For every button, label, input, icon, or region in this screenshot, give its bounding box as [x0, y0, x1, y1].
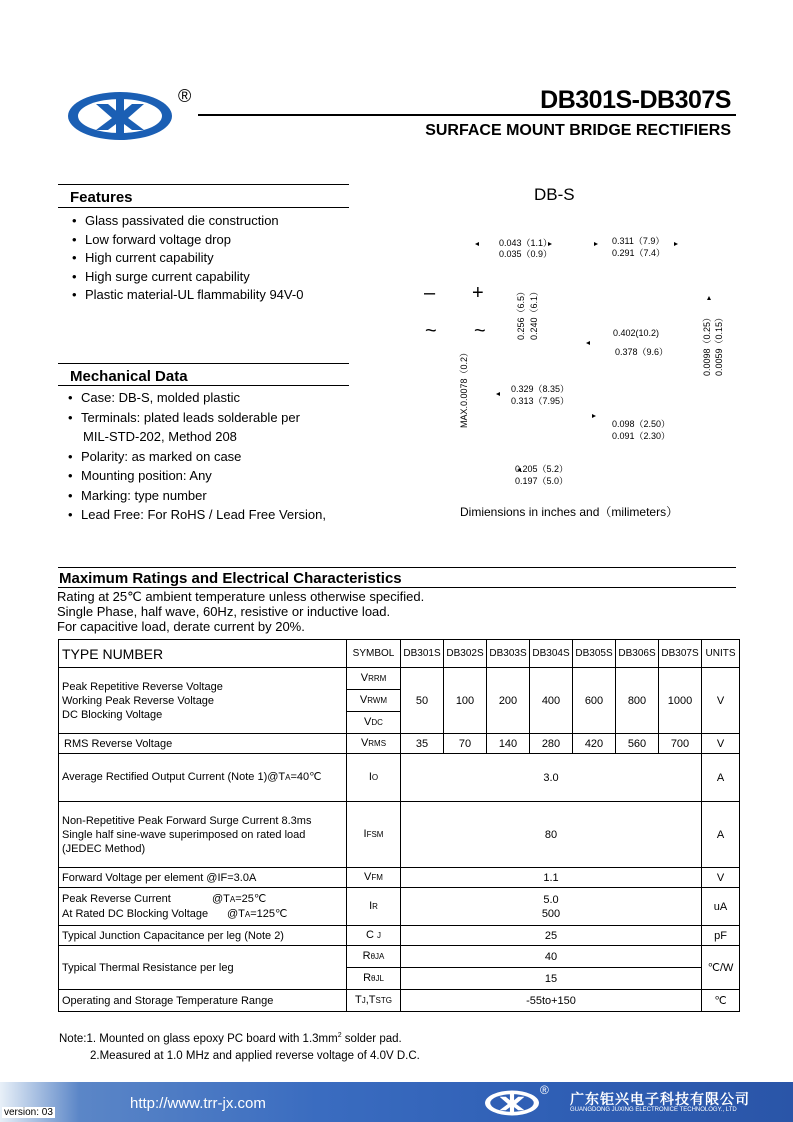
table-row — [59, 868, 740, 888]
param-label: Non-Repetitive Peak Forward Surge Current 8.3ms — [62, 814, 312, 827]
param-thermal-resistance: Typical Thermal Resistance per leg — [59, 946, 347, 990]
value-line: 500 — [541, 907, 561, 920]
symbol-cell: VDC — [347, 712, 401, 734]
table-row — [59, 802, 740, 868]
dimension-caption: Dimiensions in inches and（milimeters） — [460, 505, 679, 519]
value-cell: 3.0 — [401, 754, 702, 802]
table-row — [59, 888, 740, 926]
symbol-cell: IO — [347, 754, 401, 802]
header-part: DB304S — [530, 640, 573, 668]
list-item: • Glass passivated die construction — [65, 212, 355, 231]
ac-terminal-1: ~ — [425, 320, 437, 342]
list-item: • Mounting position: Any — [61, 466, 361, 486]
value-cell: 50 — [401, 668, 444, 734]
table-row — [59, 754, 740, 802]
version-label: version: 03 — [4, 1107, 53, 1118]
symbol-cell: IR — [347, 888, 401, 926]
header-part: DB307S — [659, 640, 702, 668]
unit-cell: ℃/W — [702, 946, 740, 990]
mechanical-title: Mechanical Data — [70, 368, 188, 385]
symbol-cell: RθJL — [347, 968, 401, 990]
symbol-cell: IFSM — [347, 802, 401, 868]
symbol-cell: VFM — [347, 868, 401, 888]
table-row — [59, 668, 740, 690]
footer-registered-mark: ® — [540, 1083, 549, 1097]
mechanical-list — [61, 388, 361, 525]
mechanical-rule-top — [58, 363, 349, 364]
website-link[interactable]: http://www.trr-jx.com — [130, 1095, 266, 1112]
symbol-cell: C J — [347, 926, 401, 946]
ratings-line: Rating at 25℃ ambient temperature unless otherwise specified. — [57, 589, 425, 604]
param-label: Peak Repetitive Reverse Voltage — [62, 680, 223, 693]
header-part: DB302S — [444, 640, 487, 668]
param-forward-voltage: Forward Voltage per element @IF=3.0A — [59, 868, 347, 888]
unit-cell: uA — [702, 888, 740, 926]
dim-label: 0.043（1.1） — [499, 238, 553, 248]
ratings-rule-bottom — [58, 587, 736, 588]
value-cell: 1.1 — [401, 868, 702, 888]
table-row — [59, 734, 740, 754]
features-list — [65, 212, 355, 305]
features-rule-top — [58, 184, 349, 185]
value-cell: 280 — [530, 734, 573, 754]
value-cell: 15 — [401, 968, 702, 990]
value-cell: 70 — [444, 734, 487, 754]
registered-mark: ® — [178, 86, 192, 106]
header-rule — [198, 114, 736, 116]
value-cell: 1000 — [659, 668, 702, 734]
param-avg-current: Average Rectified Output Current (Note 1)@TA=40℃ — [59, 754, 347, 802]
param-temperature: Operating and Storage Temperature Range — [59, 990, 347, 1012]
product-title: DB301S-DB307S — [540, 86, 731, 114]
header-symbol: SYMBOL — [347, 640, 401, 668]
unit-cell: A — [702, 802, 740, 868]
param-rms: RMS Reverse Voltage — [59, 734, 347, 754]
value-cell: 80 — [401, 802, 702, 868]
unit-cell: A — [702, 754, 740, 802]
dim-label: 0.378（9.6） — [615, 347, 669, 357]
product-subtitle: SURFACE MOUNT BRIDGE RECTIFIERS — [425, 122, 731, 139]
features-rule-bottom — [58, 207, 349, 208]
unit-cell: ℃ — [702, 990, 740, 1012]
dim-label: 0.098（2.50） — [612, 419, 671, 429]
dim-label: 0.313（7.95） — [511, 396, 570, 406]
ratings-line: For capacitive load, derate current by 20%. — [57, 619, 305, 634]
dim-label: 0.091（2.30） — [612, 431, 671, 441]
symbol-cell: TJ,TSTG — [347, 990, 401, 1012]
list-item: • Lead Free: For RoHS / Lead Free Version, — [61, 505, 361, 525]
unit-cell: pF — [702, 926, 740, 946]
footer-logo-icon — [484, 1089, 540, 1117]
package-name: DB-S — [534, 185, 575, 204]
dim-label: 0.329（8.35） — [511, 384, 570, 394]
param-label: DC Blocking Voltage — [62, 708, 163, 721]
list-item: MIL-STD-202, Method 208 — [83, 429, 237, 444]
unit-cell: V — [702, 668, 740, 734]
value-cell: 560 — [616, 734, 659, 754]
value-cell: 600 — [573, 668, 616, 734]
polarity-plus: + — [472, 282, 484, 304]
ratings-rule-top — [58, 567, 736, 568]
value-cell: 25 — [401, 926, 702, 946]
value-cell: 200 — [487, 668, 530, 734]
unit-cell: V — [702, 734, 740, 754]
list-item: • Polarity: as marked on case — [61, 447, 361, 467]
dim-label: 0.256（6.5） — [516, 286, 526, 340]
ratings-line: Single Phase, half wave, 60Hz, resistive or inductive load. — [57, 604, 391, 619]
list-item: • Marking: type number — [61, 486, 361, 506]
dim-label: 0.240（6.1） — [529, 286, 539, 340]
symbol-cell: VRWM — [347, 690, 401, 712]
list-item: • Low forward voltage drop — [65, 231, 355, 250]
company-name-cn: 广东钜兴电子科技有限公司 — [570, 1091, 750, 1107]
symbol-cell: RθJA — [347, 946, 401, 968]
value-cell: 400 — [530, 668, 573, 734]
value-cell: 35 — [401, 734, 444, 754]
header-part: DB303S — [487, 640, 530, 668]
features-title: Features — [70, 189, 133, 206]
header-type-number: TYPE NUMBER — [59, 640, 347, 668]
company-name-en: GUANGDONG JUXING ELECTRONICE TECHNOLOGY., LTD — [570, 1107, 737, 1113]
polarity-minus: – — [424, 282, 436, 304]
dim-label: 0.205（5.2） — [515, 464, 569, 474]
param-label: At Rated DC Blocking Voltage @TA=125℃ — [62, 907, 288, 920]
table-row — [59, 926, 740, 946]
value-cell: 420 — [573, 734, 616, 754]
value-cell — [401, 888, 702, 926]
spec-table — [58, 639, 740, 1012]
ratings-title: Maximum Ratings and Electrical Characteristics — [59, 570, 402, 587]
symbol-cell: VRRM — [347, 668, 401, 690]
value-cell: 700 — [659, 734, 702, 754]
value-line: 5.0 — [543, 893, 559, 906]
dim-label: MAX.0.0078（0.2） — [459, 347, 469, 428]
value-cell: 100 — [444, 668, 487, 734]
dim-label: 0.0059（0.15） — [714, 312, 724, 376]
header-part: DB301S — [401, 640, 444, 668]
dim-label: 0.0098（0.25） — [702, 312, 712, 376]
list-item: • Terminals: plated leads solderable per — [61, 408, 361, 428]
list-item: • Plastic material-UL flammability 94V-0 — [65, 286, 355, 305]
table-row — [59, 946, 740, 968]
value-cell: 800 — [616, 668, 659, 734]
param-label: Single half sine-wave superimposed on rated load — [62, 828, 306, 841]
param-reverse-current — [59, 888, 347, 926]
value-cell: -55to+150 — [401, 990, 702, 1012]
header-units: UNITS — [702, 640, 740, 668]
symbol-cell: VRMS — [347, 734, 401, 754]
value-cell: 40 — [401, 946, 702, 968]
param-label: Working Peak Reverse Voltage — [62, 694, 215, 707]
param-capacitance: Typical Junction Capacitance per leg (Note 2) — [59, 926, 347, 946]
company-logo-icon — [66, 90, 174, 142]
list-item: • High current capability — [65, 249, 355, 268]
dim-label: 0.035（0.9） — [499, 249, 553, 259]
dimension-arrows — [470, 236, 730, 496]
param-surge-current — [59, 802, 347, 868]
param-label: Peak Reverse Current @TA=25℃ — [62, 892, 267, 905]
note-2: 2.Measured at 1.0 MHz and applied reverse voltage of 4.0V D.C. — [90, 1050, 420, 1062]
value-cell: 140 — [487, 734, 530, 754]
table-header-row — [59, 640, 740, 668]
list-item: • Case: DB-S, molded plastic — [61, 388, 361, 408]
dim-label: 0.291（7.4） — [612, 248, 666, 258]
param-peak-voltage — [59, 668, 347, 734]
note-1: Note:1. Mounted on glass epoxy PC board with $1.3mm^2$ solder pad. — [59, 1032, 402, 1045]
param-label: (JEDEC Method) — [62, 842, 146, 855]
table-row — [59, 990, 740, 1012]
header-part: DB306S — [616, 640, 659, 668]
unit-cell: V — [702, 868, 740, 888]
ac-terminal-2: ~ — [474, 320, 486, 342]
dim-label: 0.402(10.2) — [613, 328, 660, 338]
list-item: • High surge current capability — [65, 268, 355, 287]
header-part: DB305S — [573, 640, 616, 668]
dim-label: 0.197（5.0） — [515, 476, 569, 486]
dim-label: 0.311（7.9） — [612, 236, 665, 246]
mechanical-rule-bottom — [58, 385, 349, 386]
